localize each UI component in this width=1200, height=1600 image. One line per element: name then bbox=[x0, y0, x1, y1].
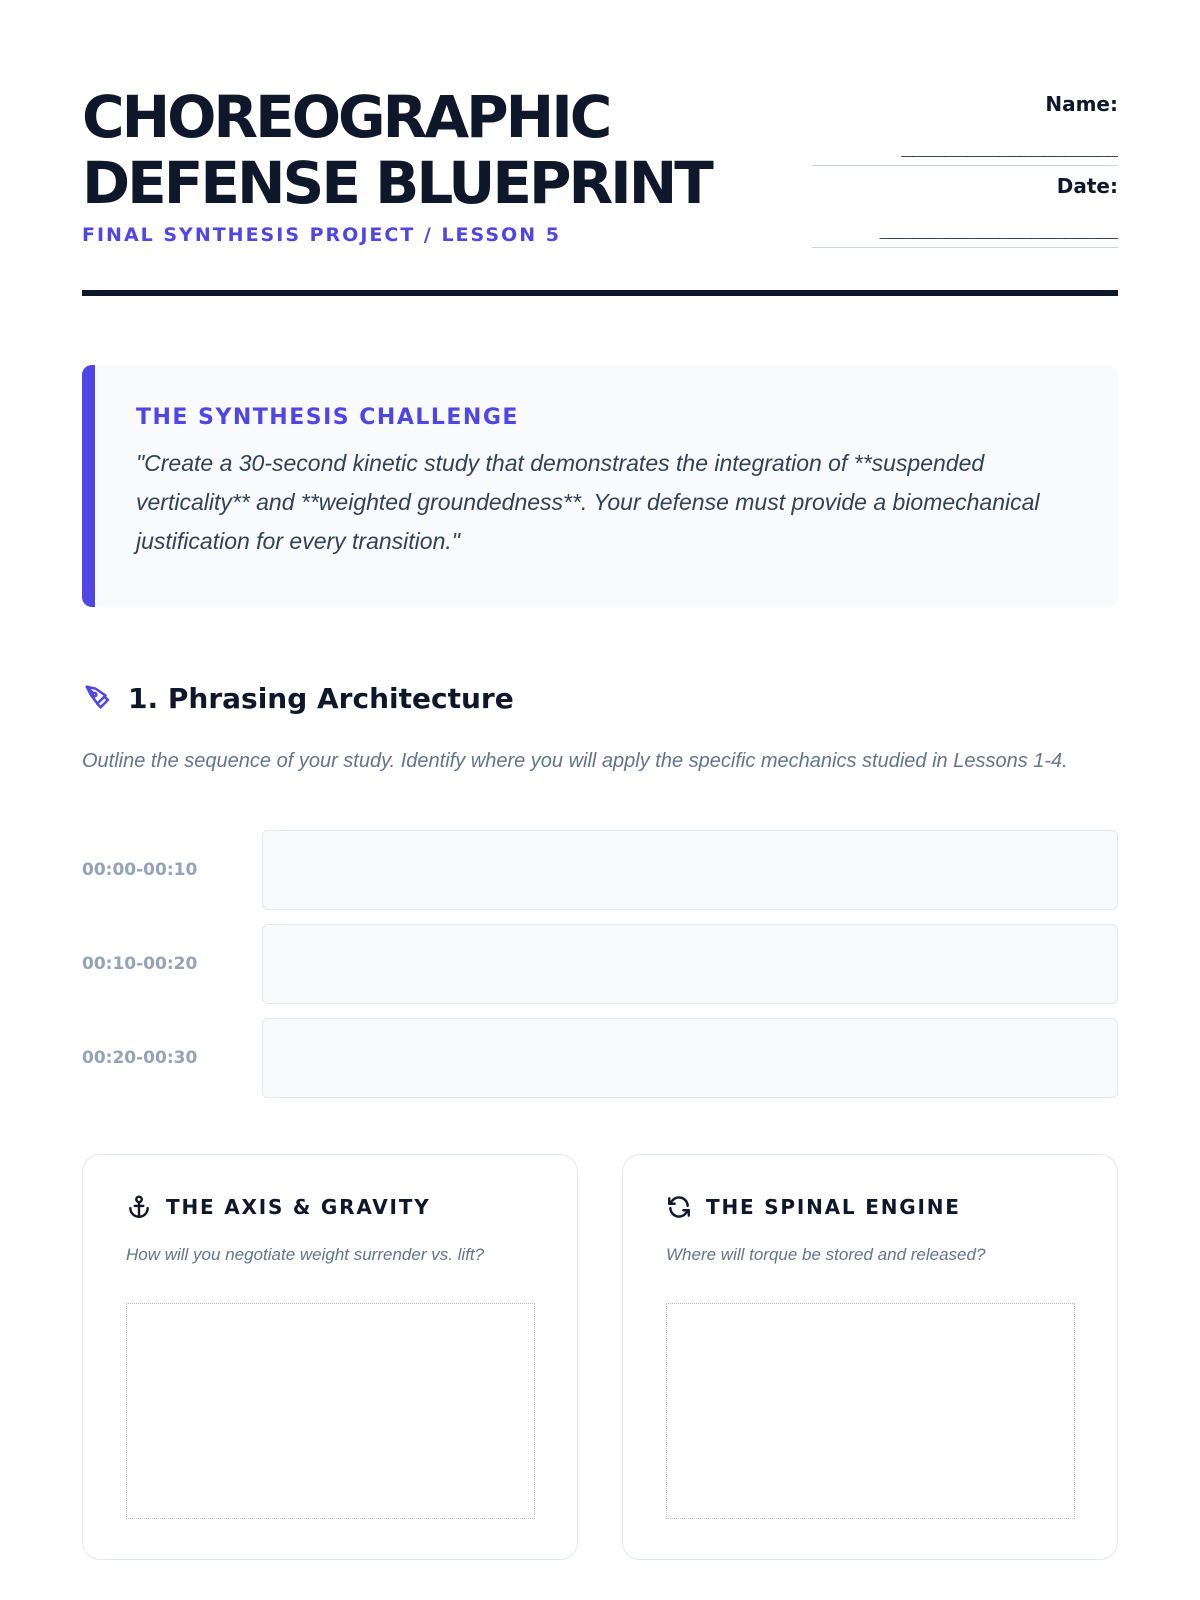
title-line-2: DEFENSE BLUEPRINT bbox=[82, 149, 711, 217]
timeline-row bbox=[82, 924, 1118, 1004]
axis-gravity-card bbox=[82, 1154, 578, 1560]
card-prompt: How will you negotiate weight surrender vs. lift? bbox=[126, 1245, 485, 1264]
spinal-engine-card bbox=[622, 1154, 1118, 1560]
name-field[interactable]: ____________________ bbox=[812, 132, 1118, 166]
timeline-entry-field[interactable] bbox=[262, 924, 1118, 1004]
student-info bbox=[812, 92, 1118, 256]
section-title: 1. Phrasing Architecture bbox=[128, 681, 514, 715]
sync-arrows-icon bbox=[666, 1194, 692, 1220]
page-subtitle: FINAL SYNTHESIS PROJECT / LESSON 5 bbox=[82, 224, 561, 246]
card-header bbox=[666, 1191, 1075, 1223]
name-field-group bbox=[812, 92, 1118, 174]
challenge-quote: "Create a 30-second kinetic study that demonstrates the integration of **suspended verticality** and **weighted groundedness**. Your defense must provide a biomechanical justification for every transition." bbox=[136, 450, 1040, 554]
timeline-entry-field[interactable] bbox=[262, 1018, 1118, 1098]
synthesis-challenge-box bbox=[82, 365, 1118, 607]
card-header bbox=[126, 1191, 535, 1223]
section-description: Outline the sequence of your study. Identify where you will apply the specific mechanics studied in Lessons 1-4. bbox=[82, 750, 1068, 772]
time-range-label: 00:20-00:30 bbox=[82, 1048, 198, 1068]
timeline-row bbox=[82, 1018, 1118, 1098]
page-title bbox=[82, 84, 711, 216]
pen-nib-icon bbox=[82, 682, 114, 714]
card-prompt: Where will torque be stored and released? bbox=[666, 1245, 986, 1264]
analysis-cards bbox=[82, 1154, 1118, 1560]
time-range-label: 00:00-00:10 bbox=[82, 860, 198, 880]
timeline-entry-field[interactable] bbox=[262, 830, 1118, 910]
timeline-row bbox=[82, 830, 1118, 910]
time-range-label: 00:10-00:20 bbox=[82, 954, 198, 974]
date-label: Date: bbox=[1056, 174, 1118, 198]
date-field[interactable]: ______________________ bbox=[812, 214, 1118, 248]
header-divider bbox=[82, 290, 1118, 296]
card-title: THE SPINAL ENGINE bbox=[706, 1195, 961, 1219]
header bbox=[82, 84, 1118, 296]
challenge-title: THE SYNTHESIS CHALLENGE bbox=[136, 405, 519, 430]
title-line-1: CHOREOGRAPHIC bbox=[82, 83, 610, 151]
timeline-list bbox=[82, 830, 1118, 1112]
anchor-icon bbox=[126, 1194, 152, 1220]
card-title: THE AXIS & GRAVITY bbox=[166, 1195, 431, 1219]
spinal-engine-response-area[interactable] bbox=[666, 1303, 1075, 1519]
axis-gravity-response-area[interactable] bbox=[126, 1303, 535, 1519]
name-label: Name: bbox=[1045, 92, 1118, 116]
phrasing-section-header bbox=[82, 678, 514, 718]
date-field-group bbox=[812, 174, 1118, 256]
